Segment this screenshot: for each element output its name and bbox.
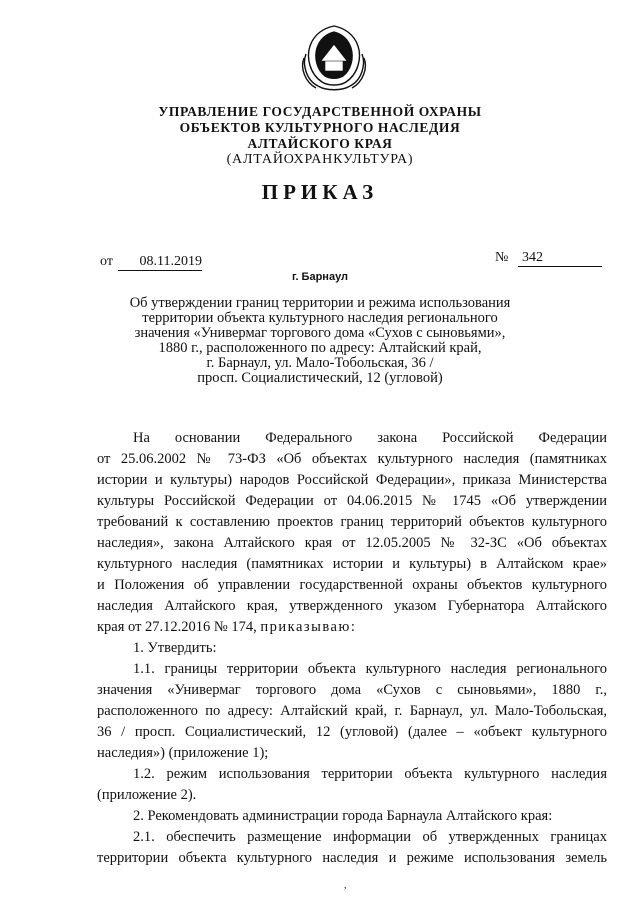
body-line: расположенного по адресу: Алтайский край, г. Барнаул, ул. Мало-Тобольская, (97, 703, 607, 719)
document-number: 342 (522, 250, 543, 265)
subject-line: территории объекта культурного наследия регионального (142, 310, 498, 326)
order-phrase: приказываю: (260, 619, 357, 635)
order-item-2: 2. Рекомендовать администрации города Барнаула Алтайского края: (133, 808, 553, 824)
organization-abbreviation: (АЛТАЙОХРАНКУЛЬТУРА) (226, 152, 414, 167)
body-line (97, 619, 607, 636)
body-line: и Положения об управлении государственной охраны объектов культурного (97, 577, 607, 593)
body-line: от 25.06.2002 № 73-ФЗ «Об объектах культурного наследия (памятниках (97, 451, 607, 467)
subject-line: Об утверждении границ территории и режима использования (129, 295, 511, 311)
order-item-1: 1. Утвердить: (133, 640, 217, 656)
body-line: требований к составлению проектов границ территорий объектов культурного (97, 514, 607, 530)
body-line: На основании Федерального закона Российской Федерации (133, 430, 607, 446)
body-line: наследия», закона Алтайского края от 12.05.2005 № 32-ЗС «Об объектах (97, 535, 607, 551)
number-prefix: № (495, 250, 509, 265)
organization-name-line-2: ОБЪЕКТОВ КУЛЬТУРНОГО НАСЛЕДИЯ (179, 120, 461, 135)
body-line: культурного наследия (памятниках истории и культуры) в Алтайском крае» (97, 556, 607, 572)
body-line: истории и культуры) народов Российской Федерации», приказа Министерства (97, 472, 607, 488)
order-item-2-1: 2.1. обеспечить размещение информации об утвержденных границах (133, 829, 607, 845)
document-number-field (518, 250, 602, 267)
organization-name-line-3: АЛТАЙСКОГО КРАЯ (247, 136, 393, 151)
date-prefix: от (100, 254, 113, 269)
organization-name-line-1: УПРАВЛЕНИЕ ГОСУДАРСТВЕННОЙ ОХРАНЫ (158, 104, 482, 119)
body-line: (приложение 2). (97, 787, 197, 803)
document-date: 08.11.2019 (118, 254, 202, 271)
city: г. Барнаул (291, 271, 349, 283)
scan-mark: , (344, 880, 347, 891)
body-line: значения «Универмаг торгового дома «Сухов с сыновьями», 1880 г., (97, 682, 607, 698)
body-line: культуры Российской Федерации от 04.06.2015 № 1745 «Об утверждении (97, 493, 607, 509)
body-text: края от 27.12.2016 № 174, (97, 619, 257, 635)
subject-line: г. Барнаул, ул. Мало-Тобольская, 36 / (206, 355, 434, 371)
subject-line: просп. Социалистический, 12 (угловой) (197, 370, 443, 386)
body-line: территории объекта культурного наследия и режиме использования земель (97, 850, 607, 866)
body-line: наследия») (приложение 1); (97, 745, 269, 761)
subject-line: значения «Универмаг торгового дома «Сухов с сыновьями», (134, 325, 506, 341)
order-item-1-1: 1.1. границы территории объекта культурного наследия регионального (133, 661, 607, 677)
document-type-title: ПРИКАЗ (261, 180, 379, 204)
subject-line: 1880 г., расположенного по адресу: Алтайский край, (158, 340, 482, 356)
coat-of-arms-icon (296, 24, 372, 92)
body-line: наследия Алтайского края, утвержденного указом Губернатора Алтайского (97, 598, 607, 614)
body-line: 36 / просп. Социалистический, 12 (угловой) (далее – «объект культурного (97, 724, 607, 740)
order-item-1-2: 1.2. режим использования территории объекта культурного наследия (133, 766, 607, 782)
